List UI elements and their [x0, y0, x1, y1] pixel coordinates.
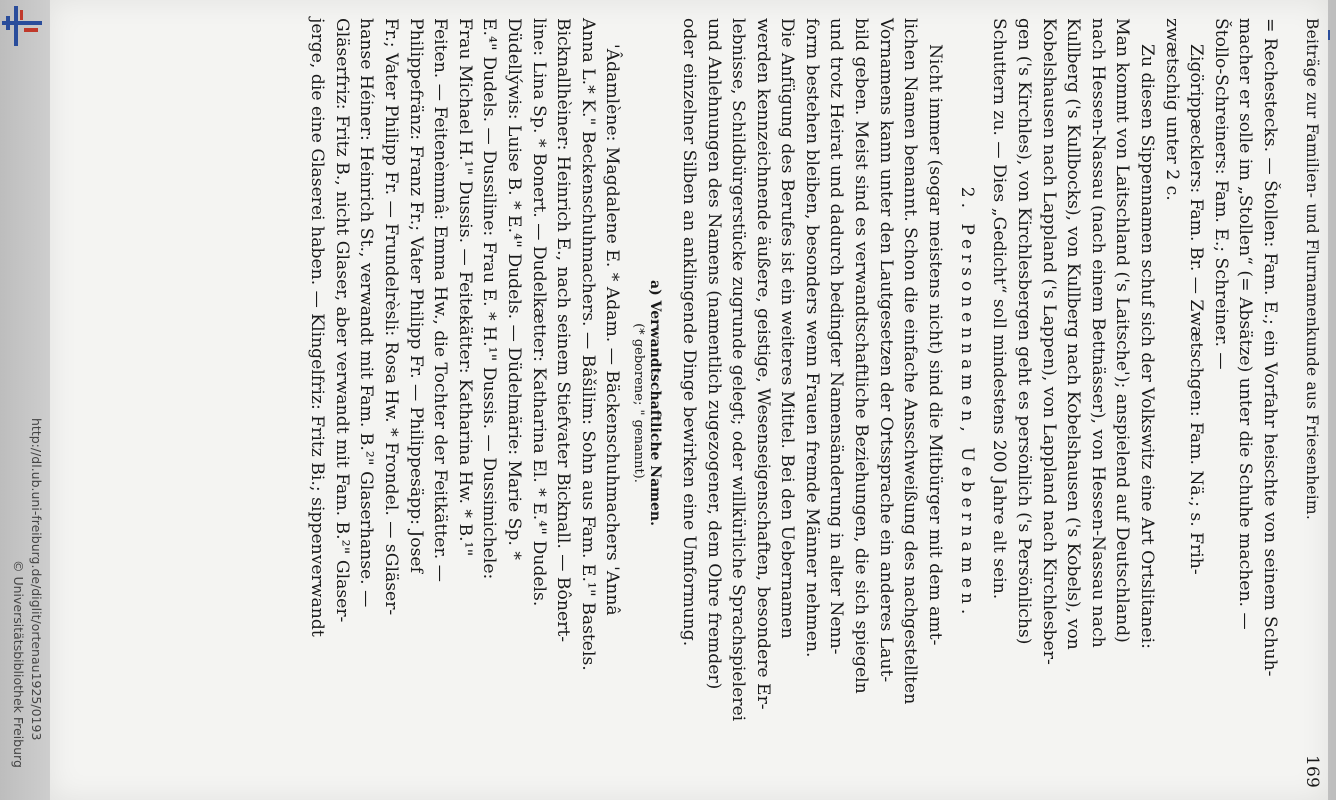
text-section-2 — [676, 18, 947, 788]
text-line: form bestehen bleiben, besonders wenn Frauen fremde Männer nehmen. — [801, 18, 822, 658]
page-header — [1302, 18, 1322, 788]
text-line: Štollo-Schreiners: Fam. E.; Schreiner. — — [1210, 18, 1231, 370]
text-line: werden kennzeichnende äußere, geistige, Wesenseigenschaften, besondere Er- — [752, 18, 773, 710]
text-line: zwætschig unter 2 c. — [1161, 18, 1182, 201]
text-line: Die Anfügung des Berufes ist ein weiteres Mittel. Bei den Uebernamen — [777, 18, 798, 639]
page-number: 169 — [1302, 754, 1322, 788]
text-line: Nicht immer (sogar meistens nicht) sind die Mitbürger mit dem amt- — [924, 44, 945, 646]
text-line: Zu diesen Sippennamen schuf sich der Volkswitz eine Art Ortslitanei: — [1137, 44, 1158, 649]
text-section-1 — [987, 18, 1282, 788]
text-line: = Rechestecks. — Štollen: Fam. E.; ein Vorfahr heischte von seinem Schuh- — [1260, 18, 1280, 677]
sub-heading-note: (* geborene; " genannt). — [631, 323, 647, 483]
text-line: Philippefränz: Franz Fr.; Vater Philipp Fr. — Philippesäpp: Josef — [405, 18, 426, 573]
text-line: Vornamens kann unter den Lautgesetzen der Ortssprache ein anderes Laut- — [875, 18, 896, 683]
text-line: Frau Michael H.¹" Dussis. — Feitekätter: Katharina Hw. * B.¹" — [454, 18, 475, 557]
text-line: Fr.; Vater Philipp Fr. — Frundelrèsli: Rosa Hw. * Frondel. — sGläser- — [381, 18, 401, 616]
credit-library: © Universitätsbibliothek Freiburg — [11, 560, 26, 768]
text-line: Gläserfriz: Fritz B., nicht Glaser, aber verwandt mit Fam. B.²" Glaser- — [331, 18, 352, 623]
text-line: macher er solle im „Stollen“ (= Absätze) unter die Schuhe machen. — — [1235, 18, 1256, 630]
text-line: line: Lina Sp. * Bonert. — Dudelkætter: Katharina El. * E.⁴" Dudels. — [528, 18, 549, 607]
text-line: Düdellýwis: Luise B. * E.⁴" Dudels. — Düdelmärie: Marie Sp. * — [503, 18, 524, 560]
text-line: gen ('s Kirchles), von Kirchlesbergen geht es persönlich ('s Persönlichs) — [1014, 18, 1035, 645]
text-section-3 — [305, 18, 625, 788]
text-line: Kullberg ('s Kullbocks), von Kullberg nach Kobelshausen ('s Kobels), von — [1063, 18, 1084, 650]
text-line: jerge, die eine Glaserei haben. — Klingelfriz: Fritz Bi.; sippenverwandt — [307, 18, 328, 637]
text-line: Kobelshausen nach Lappland ('s Lappen), von Lappland nach Kirchlesber- — [1038, 18, 1059, 665]
text-line: und trotz Heirat und dadurch bedingter Namensänderung in alter Nenn- — [826, 18, 847, 655]
text-line: 'Âdamlène: Magdalene E. * Adam. — Bäckenschuhmachers 'Annâ — [602, 44, 623, 616]
text-line: Schuttern zu. — Dies „Gedicht“ soll mindestens 200 Jahre alt sein. — [989, 18, 1010, 600]
text-line: Man kommt von Laitschland ('s Laitsche'); anspielend auf Deutschland) — [1112, 18, 1133, 643]
running-title: Beiträge zur Familien- und Flurnamenkunde aus Friesenheim. — [1303, 18, 1321, 520]
text-line: lebnisse, Schildbürgerstücke zugrunde gelegt; oder willkürliche Sprachspielerei — [728, 18, 749, 722]
text-line: bild geben. Meist sind es verwandtschaftliche Beziehungen, die sich spiegeln — [851, 18, 872, 694]
credit-panel — [0, 0, 50, 800]
text-line: oder einzelner Silben an anklingende Dinge bewirken eine Umformung. — [678, 18, 699, 647]
text-line: Anna L.* K." Beckenschuhmachers. — Bâšilim: Sohn aus Fam. E.¹" Bastels. — [577, 18, 598, 671]
credit-url[interactable]: http://dl.ub.uni-freiburg.de/diglit/ortenau1925/0193 — [29, 418, 44, 741]
text-line: Feiten. — Feitenèmmâ: Emma Hw., die Tochter der Feitkätter. — — [430, 18, 451, 582]
text-line: lichen Namen benannt. Schon die einfache Ansschweißung des nachgestellten — [900, 18, 921, 705]
text-line: nach Hessen-Nassau (nach einem Bettnässer), von Hessen-Nassau nach — [1087, 18, 1108, 648]
section-heading: 2. Personennamen, Uebernamen. — [956, 186, 977, 620]
scanned-page — [50, 0, 1328, 800]
sub-heading: a) Verwandtschaftliche Namen. — [647, 280, 664, 526]
text-line: hanse Héiner: Heinrich St., verwandt mit Fam. B.²" Glaserhanse. — — [356, 18, 377, 608]
text-line: Bicknallhèiner: Heinrich E., nach seinem Stiefvater Bicknall. — Bônert- — [553, 18, 574, 643]
text-line: Zigörippæcklers: Fam. Br. — Zwætschgen: Fam. Nä.; s. Frih- — [1186, 44, 1207, 575]
text-line: E.⁴" Dudels. — Dussiline: Frau E. * H.¹" Dussis. — Dussimichele: — [479, 18, 500, 580]
text-line: und Anlehnungen des Namens (namentlich zugezogener, dem Ohre fremder) — [703, 18, 724, 690]
page-text-block — [307, 18, 1322, 788]
